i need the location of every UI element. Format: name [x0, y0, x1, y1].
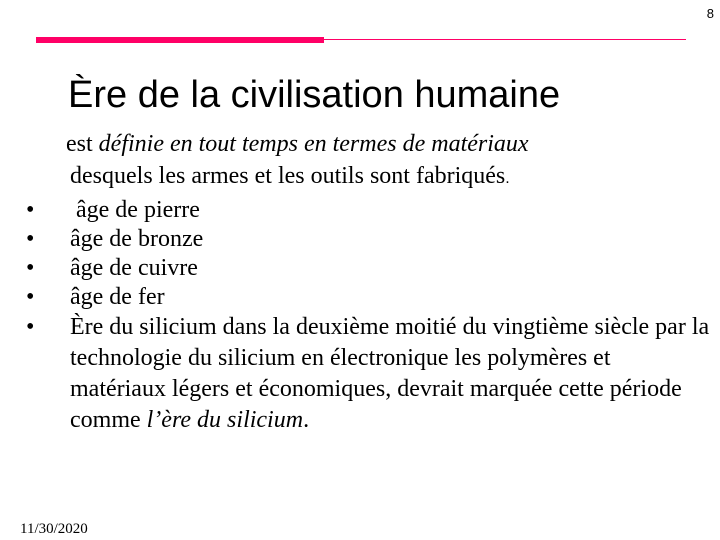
bullet-icon: •	[26, 314, 35, 340]
slide-date: 11/30/2020	[20, 521, 88, 537]
intro-text: est	[66, 131, 99, 157]
slide-title: Ère de la civilisation humaine	[68, 74, 561, 116]
bullet-icon: •	[26, 284, 35, 310]
list-item-text: âge de fer	[70, 284, 165, 310]
bullet-icon: •	[26, 255, 35, 281]
list-item-end: .	[303, 407, 310, 433]
list-item-italic-text: l’ère du silicium	[146, 407, 304, 433]
bullet-list	[0, 196, 710, 436]
intro-line-2-end: .	[505, 170, 510, 187]
list-item	[0, 254, 710, 283]
bullet-icon: •	[26, 197, 35, 223]
intro-line-2-text: desquels les armes et les outils sont fabriqués	[70, 163, 506, 189]
list-item	[0, 312, 710, 436]
list-item	[0, 283, 710, 312]
page-number: 8	[706, 6, 714, 21]
intro-italic-text: définie en tout temps en termes de matériaux	[98, 131, 529, 157]
bullet-icon: •	[26, 226, 35, 252]
list-item-text: âge de bronze	[70, 226, 204, 252]
list-item	[0, 196, 710, 225]
intro-line-2	[66, 160, 529, 195]
list-item-text: âge de pierre	[70, 197, 200, 223]
list-item-text: Ère du silicium dans la deuxième moitié du vingtième siècle par la technologie du silicium en électronique les polymères et matériaux légers et économiques, devrait marquée cette période comme	[70, 314, 710, 433]
accent-line	[324, 39, 686, 40]
list-item-text: âge de cuivre	[70, 255, 198, 281]
list-item	[0, 225, 710, 254]
intro-paragraph	[66, 128, 529, 195]
accent-bar	[36, 37, 324, 43]
